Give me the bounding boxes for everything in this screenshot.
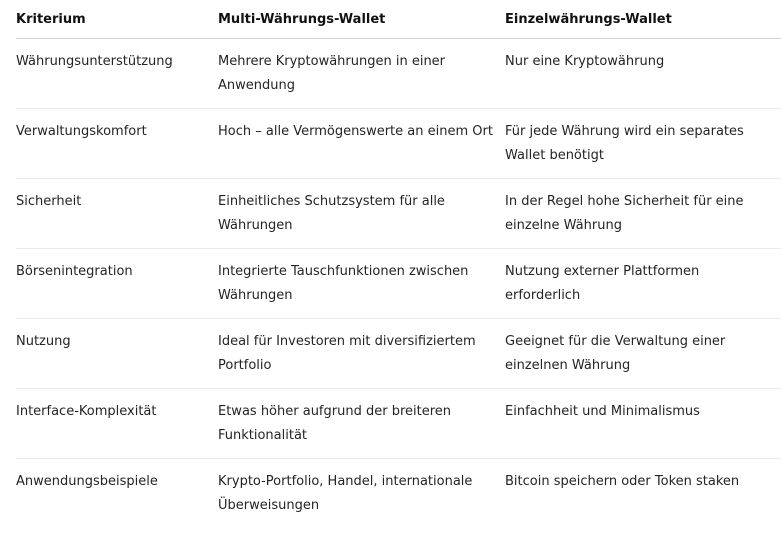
cell-criterion: Anwendungsbeispiele [16,474,158,489]
table-header-row [16,0,781,39]
table-row [16,109,781,179]
header-single-currency-wallet: Einzelwährungs-Wallet [505,0,781,39]
table-row [16,319,781,389]
table-row [16,389,781,459]
cell-criterion: Verwaltungskomfort [16,109,218,179]
cell-criterion: Nutzung [16,319,218,389]
table-row [16,39,781,109]
table-row [16,179,781,249]
cell-multi: Integrierte Tauschfunktionen zwischen Währungen [218,249,505,319]
cell-criterion: Sicherheit [16,179,218,249]
cell-multi: Etwas höher aufgrund der breiteren Funktionalität [218,389,505,459]
comparison-table-container [16,0,781,528]
cell-criterion: Interface-Komplexität [16,389,218,459]
cell-single: In der Regel hohe Sicherheit für eine einzelne Währung [505,179,781,249]
cell-single: Geeignet für die Verwaltung einer einzelnen Währung [505,319,781,389]
cell-single: Für jede Währung wird ein separates Wallet benötigt [505,109,781,179]
cell-multi: Mehrere Kryptowährungen in einer Anwendung [218,39,505,109]
header-criterion: Kriterium [16,0,218,39]
cell-multi: Ideal für Investoren mit diversifiziertem Portfolio [218,319,505,389]
table-row [16,249,781,319]
cell-single: Einfachheit und Minimalismus [505,389,781,459]
comparison-table [16,0,781,528]
cell-criterion: Börsenintegration [16,249,218,319]
cell-criterion: Währungsunterstützung [16,39,218,109]
table-row [16,459,781,529]
header-multi-currency-wallet: Multi-Währungs-Wallet [218,0,505,39]
cell-multi: Einheitliches Schutzsystem für alle Währungen [218,179,505,249]
cell-multi: Hoch – alle Vermögenswerte an einem Ort [218,109,505,179]
cell-single: Nutzung externer Plattformen erforderlich [505,249,781,319]
cell-single: Nur eine Kryptowährung [505,39,781,109]
cell-single: Bitcoin speichern oder Token staken [505,474,740,489]
cell-multi: Krypto-Portfolio, Handel, internationale Überweisungen [218,474,473,513]
